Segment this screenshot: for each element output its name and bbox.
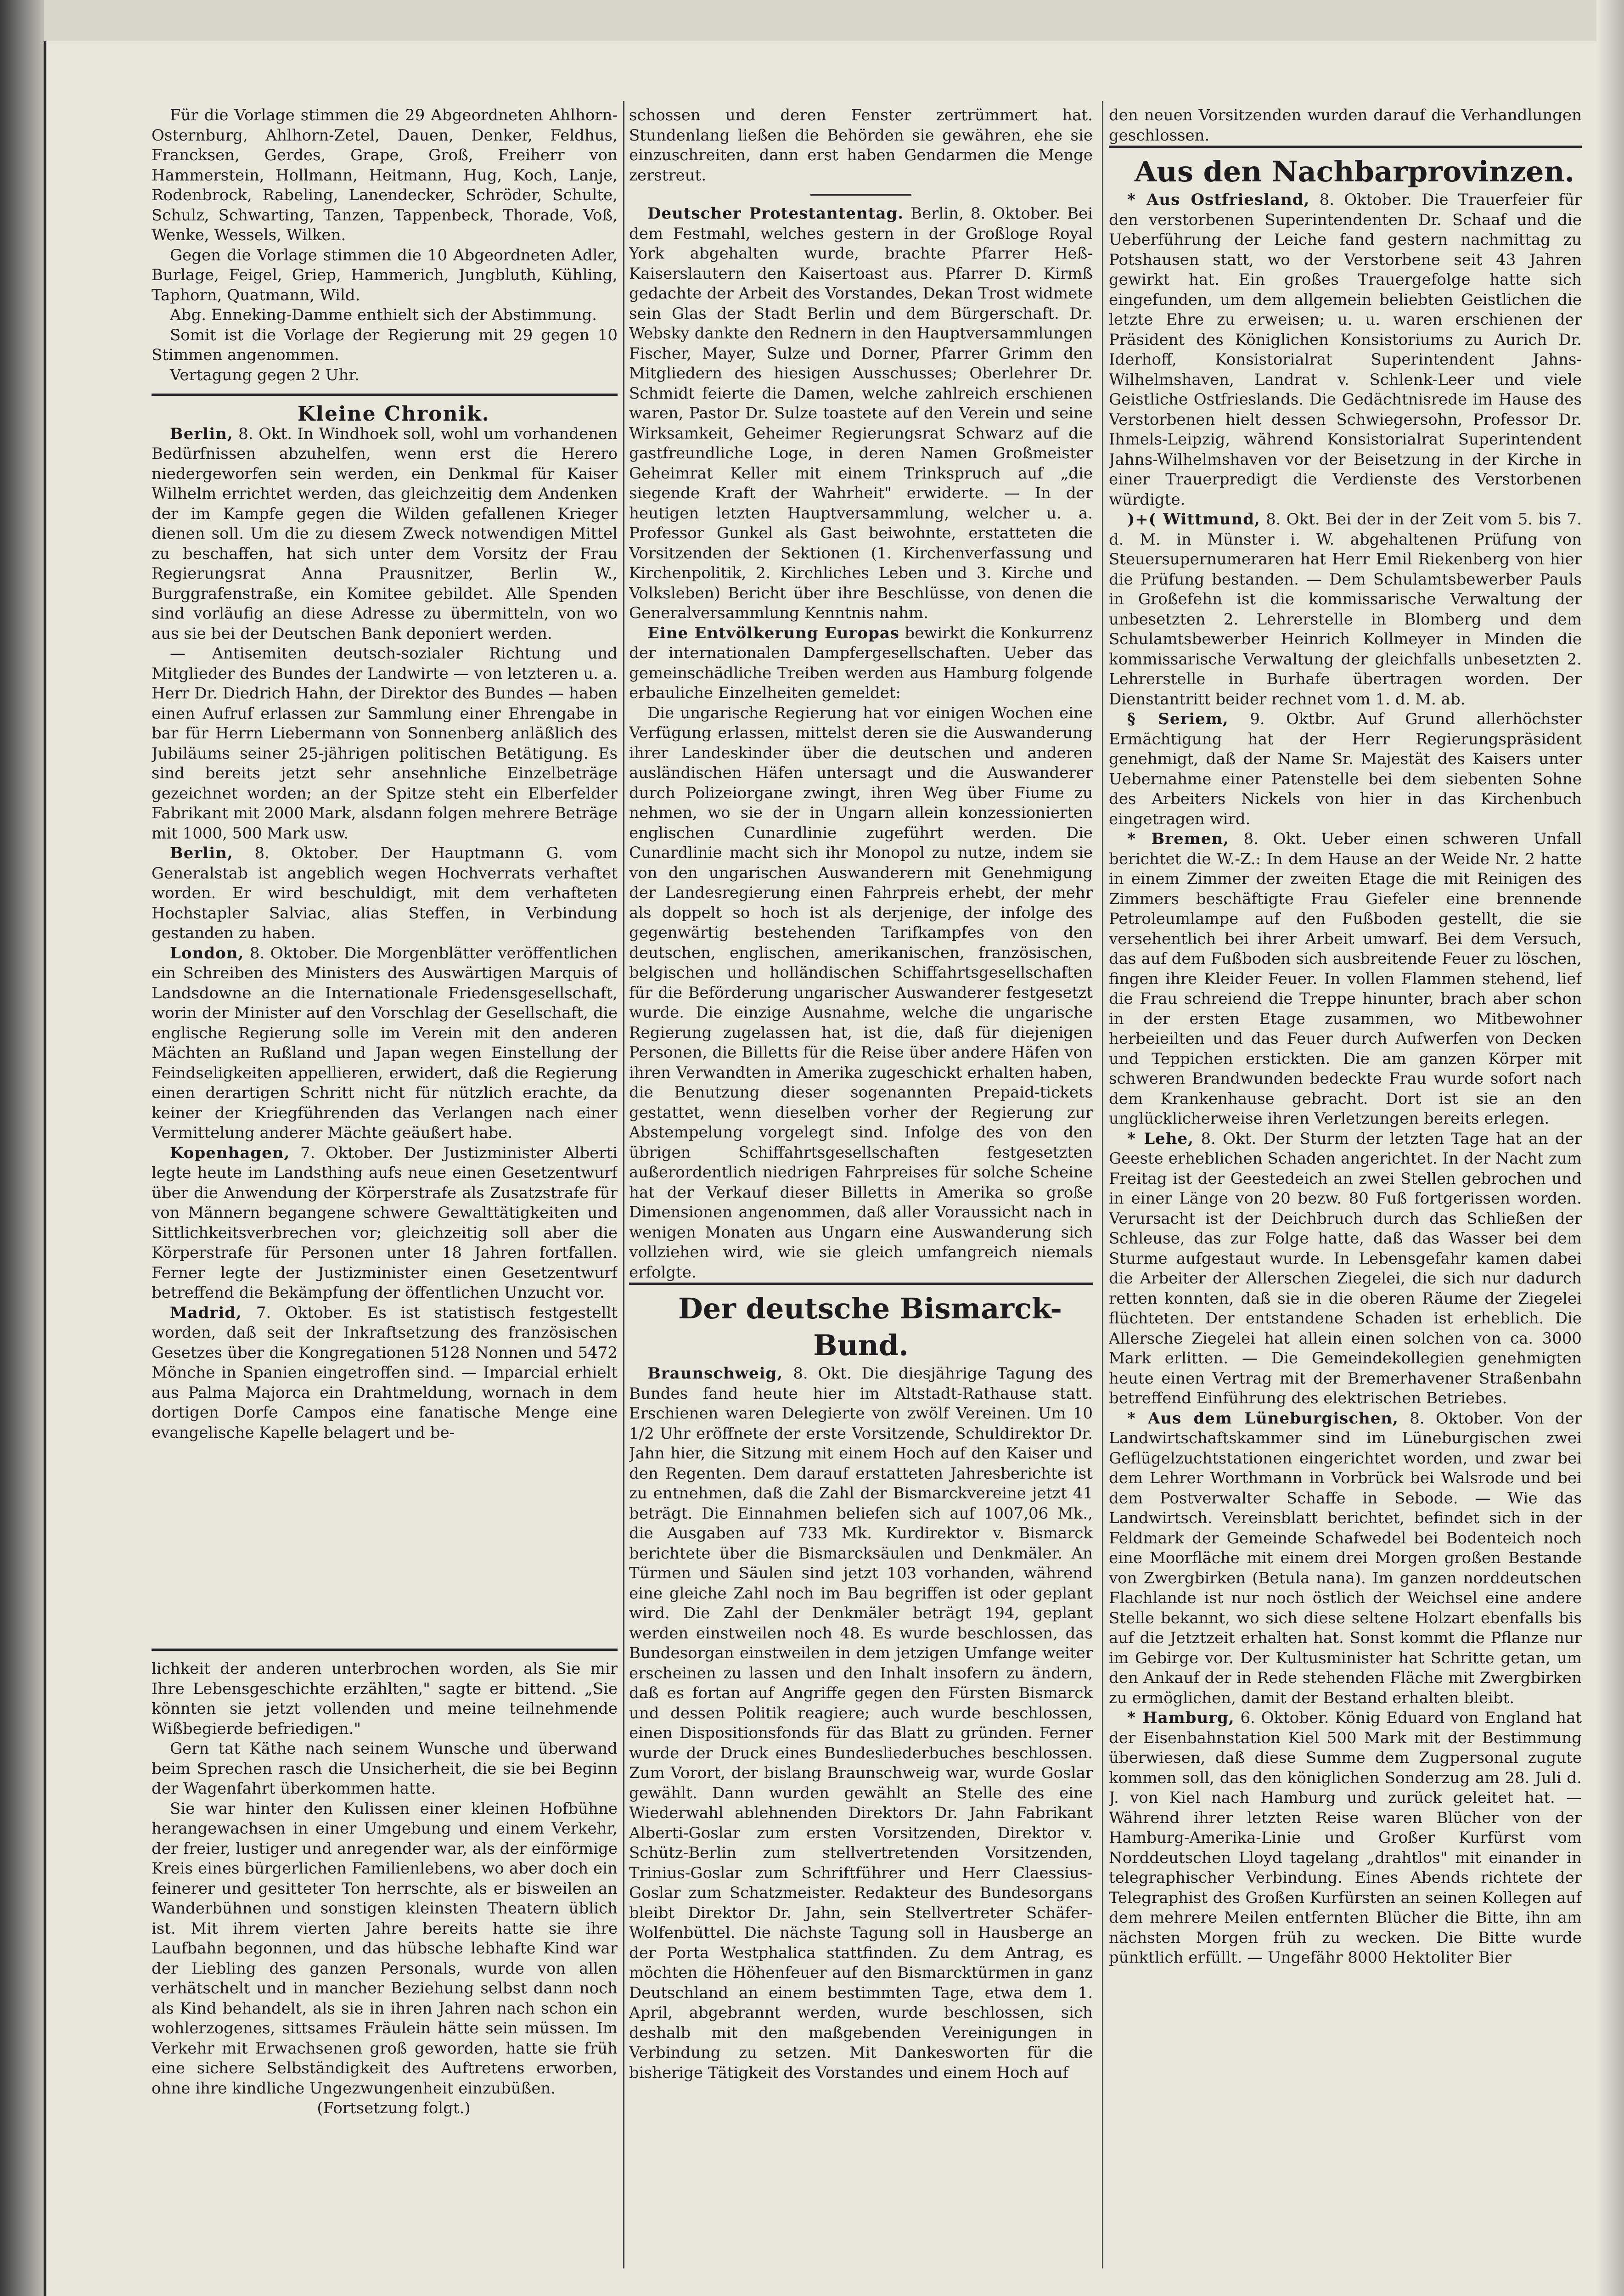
vote-paragraph: Somit ist die Vorlage der Regierung mit 29 gegen 10 Stimmen angenommen. xyxy=(152,326,618,364)
feuilleton-paragraph: Sie war hinter den Kulissen einer kleinen Hofbühne herangewachsen in einer Umgebung und einem Verkehr, der freier, lustiger und anregender war, als der einförmige Kreis eines bürgerlichen Familienlebens, wo aber doch ein feinerer und gesitteter Ton herrschte, als er bisweilen an Wanderbühnen und sonstigen kleinsten Theatern üblich ist. Mit ihrem vierten Jahre bereits hatte sie ihre Laufbahn begonnen, und das hübsche lebhafte Kind war der Liebling des ganzen Personals, wurde von allen verhätschelt und in mancher Beziehung selbst dann noch als Kind behandelt, als sie in ihren Jahren nach schon ein wohlerzogenes, sittsames Fräulein hätte sein müssen. Im Verkehr mit Erwachsenen groß geworden, hatte sie früh eine sichere Selbständigkeit des Auftretens erworben, ohne ihre kindliche Ungezwungenheit einzubüßen. xyxy=(152,1799,618,2098)
feuilleton-rule xyxy=(152,1649,618,1651)
book-spine xyxy=(0,0,44,2296)
news-item xyxy=(629,1364,1093,2083)
section-title-kleine-chronik: Kleine Chronik. xyxy=(297,402,490,426)
news-place: )+( Wittmund, xyxy=(1127,510,1260,529)
news-text: — Antisemiten deutsch-sozialer Richtung und Mitglieder des Bundes der Landwirte — von letzteren u. a. Herr Dr. Diedrich Hahn, der Direktor des Bundes — haben einen Aufruf erlassen zur Sammlung einer Ehrengabe in bar für Herrn Liebermann von Sonnenberg anläßlich des Jubiläums seiner 25-jährigen politischen Betätigung. Es sind bereits jetzt sehr ansehnliche Einzelbeträge gezeichnet worden; an der Spitze steht ein Elberfelder Fabrikant mit 2000 Mark, alsdann folgen mehrere Beträge mit 1000, 500 Mark usw. xyxy=(152,644,618,843)
news-place: * Hamburg, xyxy=(1127,1709,1235,1727)
column-divider xyxy=(623,101,624,2268)
column-2 xyxy=(629,106,1093,2264)
news-place: * Bremen, xyxy=(1127,830,1229,848)
news-text: 9. Oktbr. Auf Grund allerhöchster Ermächtigung hat der Herr Regierungspräsident genehmigt, daß der Name Sr. Majestät des Kaisers unter Uebernahme einer Patenstelle bei dem siebenten Sohne des Arbeiters Nickels von hier in das Kirchenbuch eingetragen wird. xyxy=(1109,710,1582,828)
news-place: * Aus dem Lüneburgischen, xyxy=(1127,1409,1399,1428)
vote-paragraph: Vertagung gegen 2 Uhr. xyxy=(170,366,360,384)
feuilleton-paragraph: lichkeit der anderen unterbrochen worden, als Sie mir Ihre Lebensgeschichte erzählten," sagte er bittend. „Sie könnten sie jetzt vollenden und meine teilnehmende Wißbegierde befriedigen." xyxy=(152,1660,618,1738)
section-title-bismarck-bund: Der deutsche Bismarck-Bund. xyxy=(629,1283,1093,1364)
news-item xyxy=(1109,190,1582,510)
news-item xyxy=(152,644,618,844)
news-item xyxy=(1109,709,1582,829)
news-text: Berlin, 8. Oktober. Bei dem Festmahl, welches gestern in der Großloge Royal York abgehalten wurde, brachte Pfarrer Heß-Kaiserslautern den Kaisertoast aus. Pfarrer D. Kirmß gedachte der Arbeit des Vorstandes, Dekan Trost widmete sein Glas der Stadt Berlin und dem Bürgerschaft. Dr. Websky dankte den Rednern in den Hauptversammlungen Fischer, Mayer, Sulze und Dorner, Pfarrer Grimm den Mitgliedern des hiesigen Ausschusses; Oberlehrer Dr. Schmidt feierte die Damen, welche zahlreich erschienen waren, Pastor Dr. Sulze toastete auf den Verein und seine Wirksamkeit, Geheimer Regierungsrat Schwarz auf die gastfreundliche Loge, in deren Namen Großmeister Geheimrat Keller mit einem Trinkspruch auf „die siegende Kraft der Wahrheit" erwiderte. — In der heutigen letzten Hauptversammlung, welcher u. a. Professor Gunkel als Gast beiwohnte, erstatteten die Vorsitzenden der Sektionen (1. Kirchenverfassung und Kirchenpolitik, 2. Kirchliches Leben und 3. Kirche und Volksleben) Bericht über ihre Beschlüsse, von denen die Generalversammlung Kenntnis nahm. xyxy=(629,204,1093,622)
column-divider xyxy=(1102,101,1103,2268)
feuilleton-paragraph: Gern tat Käthe nach seinem Wunsche und überwand beim Sprechen rasch die Unsicherheit, die sie bei Beginn der Wagenfahrt überkommen hatte. xyxy=(152,1739,618,1798)
vote-paragraph: Abg. Enneking-Damme enthielt sich der Abstimmung. xyxy=(170,306,597,324)
news-text: 7. Oktober. Es ist statistisch festgestellt worden, daß seit der Inkraftsetzung des französischen Gesetzes über die Kongregationen 5128 Nonnen und 5472 Mönche in Spanien eingetroffen sind. — Imparcial erhielt aus Palma Majorca ein Drahtmeldung, wornach in dem dortigen Dorfe Campos eine fanatische Menge eine evangelische Kapelle belagert und be- xyxy=(152,1303,618,1442)
news-text: 8. Okt. Ueber einen schweren Unfall berichtet die W.-Z.: In dem Hause an der Weide Nr. 2 hatte in einem Zimmer der zweiten Etage die mit Reinigen des Zimmers beschäftigte Frau Giefeler eine brennende Petroleumlampe auf den Fußboden gestellt, die sie versehentlich bei ihrer Arbeit umwarf. Bei dem Versuch, das auf dem Fußboden sich ausbreitende Feuer zu löschen, fingen ihre Kleider Feuer. In vollen Flammen stehend, lief die Frau schreiend die Treppe hinunter, brach aber schon in der ersten Etage zusammen, wo Mitbewohner herbeieilten und das Feuer durch Aufwerfen von Decken und Teppichen erstickten. Die am ganzen Körper mit schweren Brandwunden bedeckte Frau wurde sofort nach dem Krankenhause gebracht. Dort ist sie an den unglücklicherweise ihren Verletzungen bereits erlegen. xyxy=(1109,830,1582,1128)
news-text: 7. Oktober. Der Justizminister Alberti legte heute im Landsthing aufs neue einen Gesetzentwurf über die Anwendung der Körperstrafe als Zusatzstrafe für von Männern begangene schwere Gewalttätigkeiten und Sittlichkeitsverbrechen vor; gleichzeitig soll aber die Körperstrafe für Personen unter 18 Jahren fortfallen. Ferner legte der Justizminister einen Gesetzentwurf betreffend die Bekämpfung der öffentlichen Unzucht vor. xyxy=(152,1143,618,1302)
news-item xyxy=(629,624,1093,703)
news-item xyxy=(152,1303,618,1443)
news-text: 8. Oktober. Die Trauerfeier für den verstorbenen Superintendenten Dr. Schaaf und die Ueberführung der Leiche fand gestern nachmittag zu Potshausen statt, wo der Verstorbene seit 43 Jahren gewirkt hat. Ein großes Trauergefolge hatte sich eingefunden, um dem allgemein beliebten Geistlichen die letzte Ehre zu erweisen; u. u. waren erschienen der Präsident des Königlichen Konsistoriums zu Aurich Dr. Iderhoff, Konsistorialrat Superintendent Jahns-Wilhelmshaven, Landrat v. Schlenk-Leer und viele Geistliche Ostfrieslands. Die Gedächtnisrede im Hause des Verstorbenen hielt dessen Schwiegersohn, Professor Dr. Ihmels-Leipzig, während Konsistorialrat Superintendent Jahns-Wilhelmshaven vor der Beisetzung in der Kirche in einer Trauerpredigt die Verdienste des Verstorbenen würdigte. xyxy=(1109,191,1582,509)
news-place: London, xyxy=(170,944,244,962)
continued-paragraph: schossen und deren Fenster zertrümmert hat. Stundenlang ließen die Behörden sie gewähren, ehe sie einzuschreiten, dann erst haben Gendarmen die Menge zerstreut. xyxy=(629,106,1093,185)
news-item xyxy=(629,204,1093,624)
news-item xyxy=(152,844,618,944)
news-text: 8. Oktober. Die Morgenblätter veröffentlichen ein Schreiben des Ministers des Auswärtigen Marquis of Landsdowne an die Internationale Friedensgesellschaft, worin der Minister auf den Vorschlag der Gesellschaft, die englische Regierung solle im Verein mit den anderen Mächten an Rußland und Japan wegen Einstellung der Feindseligkeiten appellieren, erwidert, daß die Regierung einen derartigen Schritt nicht für nützlich erachte, da keiner der Kriegführenden das Verlangen nach einer Vermittelung anderer Mächte geäußert habe. xyxy=(152,944,618,1142)
news-item xyxy=(152,1143,618,1303)
news-place: * Aus Ostfriesland, xyxy=(1127,191,1310,209)
continued-paragraph: den neuen Vorsitzenden wurden darauf die Verhandlungen geschlossen. xyxy=(1109,106,1582,145)
news-paragraph: Die ungarische Regierung hat vor einigen Wochen eine Verfügung erlassen, mittelst deren sie die Auswanderung ihrer Landeskinder über die deutschen und anderen ausländischen Häfen untersagt und die Auswanderer durch Polizeiorgane zwingt, ihren Weg über Fiume zu nehmen, wo sie der in Ungarn allein konzessionierten englischen Cunardlinie zugeführt werden. Die Cunardlinie macht sich ihr Monopol zu nutze, indem sie von den ungarischen Auswanderern mit Genehmigung der Landesregierung einen Fahrpreis erhebt, der mehr als doppelt so hoch ist als derjenige, der infolge des gegenwärtig bestehenden Tarifkampfes von den deutschen, englischen, amerikanischen, französischen, belgischen und holländischen Schiffahrtsgesellschaften für die Beförderung ungarischer Auswanderer festgesetzt wurde. Die einzige Ausnahme, welche die ungarische Regierung zugelassen hat, ist die, daß für diejenigen Personen, die Billetts für die Reise über andere Häfen von ihren Verwandten in Amerika zugeschickt erhalten haben, die Benutzung dieser sogenannten Prepaid-tickets gestattet, wenn dieselben vorher der Regierung zur Abstempelung vorgelegt sind. Infolge des von den übrigen Schiffahrtsgesellschaften festgesetzten außerordentlich niedrigen Fahrpreises für solche Scheine hat der Verkauf dieser Billetts in Amerika so große Dimensionen angenommen, daß aller Voraussicht nach in wenigen Monaten aus Ungarn eine Auswanderung sich vollziehen wird, wie sie gleich umfangreich niemals erfolgte. xyxy=(629,703,1093,1282)
news-place: Kopenhagen, xyxy=(170,1143,290,1162)
short-rule xyxy=(810,194,911,196)
news-place: Eine Entvölkerung Europas xyxy=(647,624,900,642)
vote-paragraph: Für die Vorlage stimmen die 29 Abgeordneten Ahlhorn-Osternburg, Ahlhorn-Zetel, Dauen, Denker, Feldhus, Francksen, Gerdes, Grape, Groß, Freiherr von Hammerstein, Hollmann, Heitmann, Hug, Koch, Lanje, Rodenbrock, Rabeling, Lanendecker, Schröder, Schulte, Schulz, Schwarting, Tanzen, Tappenbeck, Thorade, Voß, Wenke, Wessels, Wilken. xyxy=(152,106,618,244)
news-item xyxy=(1109,510,1582,709)
feuilleton-section xyxy=(152,1649,618,2264)
news-place: Deutscher Protestantentag. xyxy=(647,204,904,223)
vote-paragraph: Gegen die Vorlage stimmen die 10 Abgeordneten Adler, Burlage, Feigel, Griep, Hammerich, Jungbluth, Kühling, Taphorn, Quatmann, Wild. xyxy=(152,246,618,304)
news-item xyxy=(152,424,618,644)
news-text: 6. Oktober. König Eduard von England hat der Eisenbahnstation Kiel 500 Mark mit der Bestimmung überwiesen, daß diese Summe dem Zugpersonal zugute kommen soll, das den königlichen Sonderzug am 28. Juli d. J. von Kiel nach Hamburg und zurück geleitet hat. — Während ihrer letzten Reise waren Blücher von der Hamburg-Amerika-Linie und Großer Kurfürst vom Norddeutschen Lloyd tagelang „drahtlos" mit einander in telegraphischer Verbindung. Eines Abends richtete der Telegraphist des Großen Kurfürsten an seinen Kollegen auf dem mehrere Meilen entfernten Blücher die Bitte, ihn am nächsten Morgen früh zu wecken. Die Bitte wurde pünktlich erfüllt. — Ungefähr 8000 Hektoliter Bier xyxy=(1109,1709,1582,1967)
news-text: 8. Oktober. Der Hauptmann G. vom Generalstab ist angeblich wegen Hochverrats verhaftet worden. Er wird beschuldigt, mit dem verhafteten Hochstapler Salviac, alias Steffen, in Verbindung gestanden zu haben. xyxy=(152,844,618,942)
news-text: 8. Okt. Die diesjährige Tagung des Bundes fand heute hier im Altstadt-Rathause statt. Erschienen waren Delegierte von zwölf Vereinen. Um 10 1/2 Uhr eröffnete der erste Vorsitzende, Schuldirektor Dr. Jahn hier, die Sitzung mit einem Hoch auf den Kaiser und den Regenten. Dem darauf erstatteten Jahresberichte ist zu entnehmen, daß die Zahl der Bismarckvereine jetzt 41 beträgt. Die Einnahmen beliefen sich auf 1007,06 Mk., die Ausgaben auf 733 Mk. Kurdirektor v. Bismarck berichtete über die Bismarcksäulen und Denkmäler. An Türmen und Säulen sind jetzt 103 vorhanden, während eine gleiche Zahl noch im Bau begriffen ist oder geplant wird. Die Zahl der Denkmäler beträgt 194, geplant werden einstweilen noch 48. Es wurde beschlossen, das Bundesorgan einstweilen in dem jetzigen Umfange weiter erscheinen zu lassen und den Inhalt insofern zu ändern, daß es fortan auf Angriffe gegen den Fürsten Bismarck und dessen Politik reagiere; auch wurde beschlossen, einen Dispositionsfonds für das Blatt zu gründen. Ferner wurde der Druck eines Bundesliederbuches beschlossen. Zum Vorort, der bislang Braunschweig war, wurde Goslar gewählt. Dann wurden gewählt an Stelle des eine Wiederwahl ablehnenden Direktors Dr. Jahn Fabrikant Alberti-Goslar zum ersten Vorsitzenden, Direktor v. Schütz-Berlin zum stellvertretenden Vorsitzenden, Trinius-Goslar zum Schriftführer und Herr Claessius-Goslar zum Schatzmeister. Redakteur des Bundesorgans bleibt Direktor Dr. Jahn, sein Stellvertreter Schäfer-Wolfenbüttel. Die nächste Tagung soll in Hausberge an der Porta Westphalica stattfinden. Zu dem Antrag, es möchten die Höhenfeuer auf den Bismarcktürmen in ganz Deutschland an einem bestimmten Tage, etwa dem 1. April, abgebrannt werden, wurde beschlossen, sich deshalb mit den maßgebenden Vereinigungen in Verbindung zu setzen. Mit Dankesworten für die bisherige Tätigkeit des Vorstandes und einem Hoch auf xyxy=(629,1364,1093,2082)
column-1 xyxy=(152,106,618,1575)
column-3 xyxy=(1109,106,1582,2264)
news-item xyxy=(1109,1409,1582,1709)
news-item xyxy=(152,944,618,1143)
news-place: Madrid, xyxy=(170,1303,242,1322)
news-place: Berlin, xyxy=(170,844,233,862)
section-title-nachbarprovinzen: Aus den Nachbarprovinzen. xyxy=(1109,146,1582,190)
section-rule xyxy=(152,394,618,396)
news-text: 8. Okt. Der Sturm der letzten Tage hat an der Geeste erheblichen Schaden angerichtet. In der Nacht zum Freitag ist der Geestedeich an zwei Stellen gebrochen und in einer Länge von 20 bezw. 80 Fuß fortgerissen worden. Verursacht ist der Deichbruch durch das Schließen der Schleuse, das zur Folge hatte, daß das Wasser bei dem Sturme aufgestaut wurde. In Lebensgefahr kamen dabei die Arbeiter der Allerschen Ziegelei, die sich nur dadurch retten konnten, daß sie in die oberen Räume der Ziegelei flüchteten. Der entstandene Schaden ist erheblich. Die Allersche Ziegelei hat allein einen solchen von ca. 3000 Mark erlitten. — Die Gemeindekollegien genehmigten heute einen Vertrag mit der Bremerhavener Straßenbahn betreffend Einführung des elektrischen Betriebes. xyxy=(1109,1129,1582,1407)
continuation-note: (Fortsetzung folgt.) xyxy=(317,2099,471,2117)
news-place: Berlin, xyxy=(170,424,233,443)
news-place: * Lehe, xyxy=(1127,1129,1194,1148)
news-item xyxy=(1109,1129,1582,1409)
news-item xyxy=(1109,829,1582,1129)
news-text: bewirkt die Konkurrenz der internationalen Dampfergesellschaften. Ueber das gemeinschädliche Treiben werden aus Hamburg folgende erbauliche Einzelheiten gemeldet: xyxy=(629,624,1093,702)
page-edge xyxy=(1596,0,1624,2296)
news-item xyxy=(1109,1708,1582,1968)
news-text: 8. Oktober. Von der Landwirtschaftskammer sind im Lüneburgischen zwei Geflügelzuchtstationen eingerichtet worden, und zwar bei dem Lehrer Worthmann in Vorbrück bei Walsrode und bei dem Postverwalter Schaffe in Sebode. — Wie das Landwirtsch. Vereinsblatt berichtet, befindet sich in der Feldmark der Gemeinde Schafwedel bei Bodenteich noch eine Moorfläche mit einem drei Morgen großen Bestande von Zwergbirken (Betula nana). Im ganzen norddeutschen Flachlande ist nur noch östlich der Weichsel eine andere Stelle bekannt, wo sich diese seltene Holzart ebenfalls bis auf die Jetztzeit erhalten hat. Sonst kommt die Pflanze nur im Gebirge vor. Der Kultusminister hat Schritte getan, um den Ankauf der in Rede stehenden Fläche mit Zwergbirken zu ermöglichen, damit der Bestand erhalten bleibt. xyxy=(1109,1409,1582,1707)
news-text: 8. Okt. In Windhoek soll, wohl um vorhandenen Bedürfnissen abzuhelfen, wenn erst die Herero niedergeworfen sein werden, ein Denkmal für Kaiser Wilhelm errichtet werden, das gleichzeitig dem Andenken der im Kampfe gegen die Wilden gefallenen Krieger dienen soll. Um die zu diesem Zweck notwendigen Mittel zu beschaffen, hat sich unter dem Vorsitz der Frau Regierungsrat Anna Prausnitzer, Berlin W., Burggrafenstraße, ein Komitee gebildet. Alle Spenden sind vorläufig an diese Adresse zu übermitteln, von wo aus sie bei der Deutschen Bank deponiert werden. xyxy=(152,424,618,643)
news-place: § Seriem, xyxy=(1127,710,1229,728)
news-text: 8. Okt. Bei der in der Zeit vom 5. bis 7. d. M. in Münster i. W. abgehaltenen Prüfung von Steuersupernumeraren hat Herr Emil Riekenberg von hier die Prüfung bestanden. — Dem Schulamtsbewerber Pauls in Großefehn ist die kommissarische Verwaltung der unbesetzten 2. Lehrerstelle in Blomberg und dem Schulamtsbewerber Heinrich Kollmeyer in Minden die kommissarische Verwaltung der gleichfalls unbesetzten 2. Lehrerstelle in Burhafe übertragen worden. Der Dienstantritt beider rechnet vom 1. d. M. ab. xyxy=(1109,510,1582,709)
news-place: Braunschweig, xyxy=(647,1364,783,1383)
